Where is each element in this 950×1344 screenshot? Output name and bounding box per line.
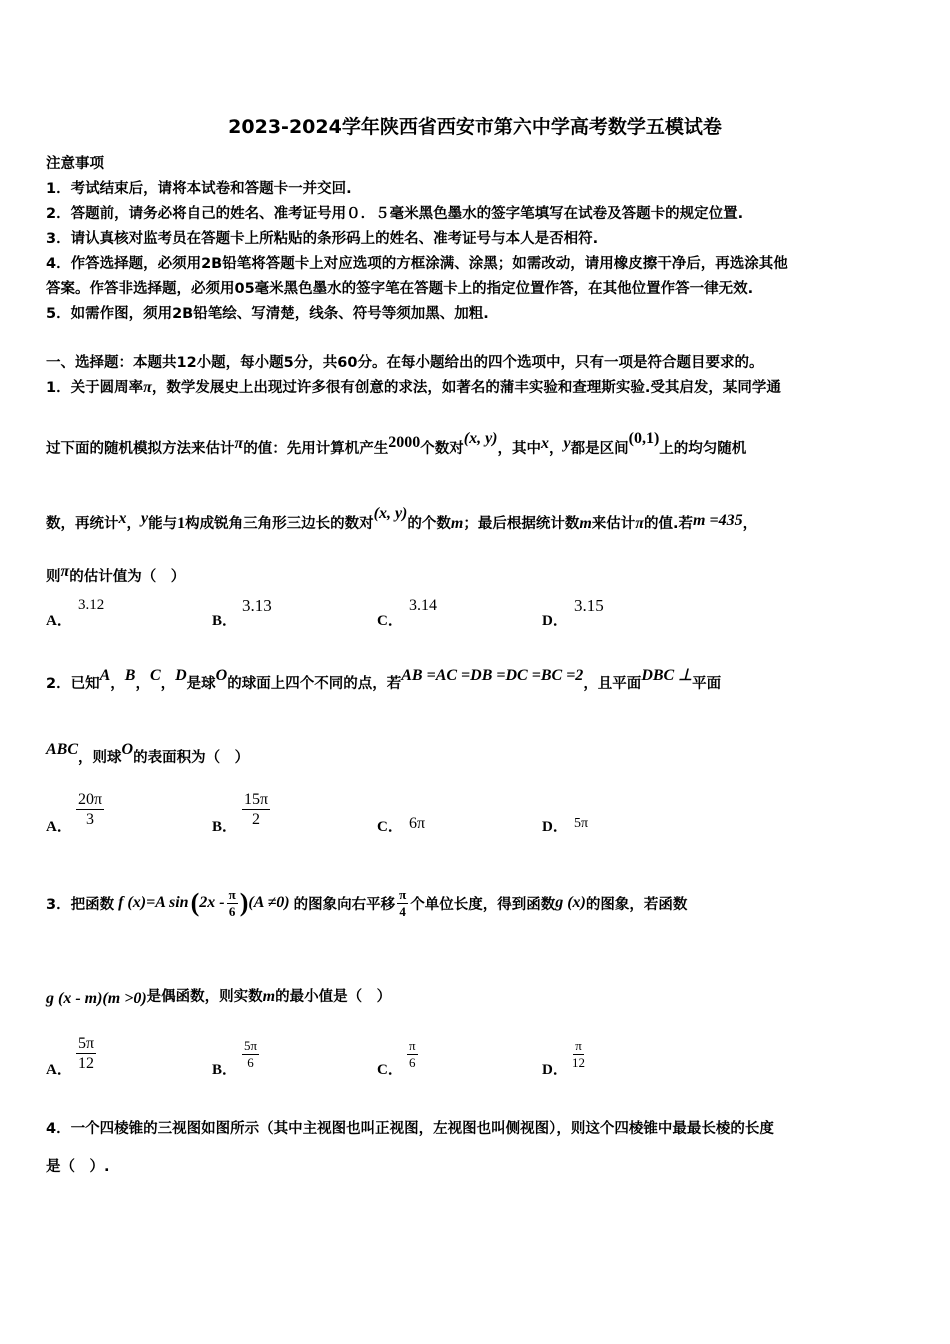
q2-option-b-label: B． xyxy=(212,819,238,835)
q2-option-a-label: A． xyxy=(46,819,72,835)
q3-option-a-label: A． xyxy=(46,1062,72,1078)
q1-option-d-value: 3.15 xyxy=(574,596,604,615)
notice-item: 3．请认真核对监考员在答题卡上所粘贴的条形码上的姓名、准考证号与本人是否相符. xyxy=(46,231,599,247)
q2-line1: 2．已知A，B，C，D是球O的球面上四个不同的点，若AB =AC =DB =DC =BC =2，且平面DBC ⊥平面 xyxy=(46,667,722,692)
q2-option-c-value: 6π xyxy=(409,815,426,832)
q2-option-d-label: D． xyxy=(542,819,568,835)
q3-option-d-fraction: $\frac{\pi}{12}$ xyxy=(572,1038,585,1070)
q1-option-a-label: A． xyxy=(46,613,72,629)
q4-line2: 是（ ）. xyxy=(46,1159,110,1175)
q3-line2: g (x - m)(m >0)是偶函数，则实数m的最小值是（ ） xyxy=(46,988,392,1007)
page-title: 2023-2024学年陕西省西安市第六中学高考数学五模试卷 xyxy=(228,116,722,138)
q3-line1: 3．把函数 f (x)=A sin ( 2x - $\frac{\pi}{6}$ ) (A ≠0) 的图象向右平移 $\frac{\pi}{4}$ 个单位长度，得到函数 g (x) 的图象，若函数 xyxy=(46,886,688,919)
q2-line2: ABC，则球O的表面积为（ ） xyxy=(46,741,250,766)
q1-line2: 过下面的随机模拟方法来估计π的值：先用计算机产生2000个数对(x, y)，其中x，y都是区间(0,1)上的均匀随机 xyxy=(46,430,747,457)
notice-item: 4．作答选择题，必须用2B铅笔将答题卡上对应选项的方框涂满、涂黑；如需改动，请用橡皮擦干净后，再选涂其他 xyxy=(46,256,788,272)
notice-item: 1．考试结束后，请将本试卷和答题卡一并交回. xyxy=(46,181,352,197)
notice-heading: 注意事项 xyxy=(46,156,104,172)
q1-option-b-label: B． xyxy=(212,613,238,629)
q2-option-a-fraction: $\frac{20\pi}{3}$ xyxy=(78,791,103,829)
q1-line3: 数，再统计x，y能与1构成锐角三角形三边长的数对(x, y)的个数m；最后根据统计数m来估计π的值.若m =435， xyxy=(46,505,758,532)
q2-option-c-label: C． xyxy=(377,819,403,835)
notice-item: 5．如需作图，须用2B铅笔绘、写清楚，线条、符号等须加黑、加粗. xyxy=(46,306,489,322)
q1-option-c-value: 3.14 xyxy=(409,597,437,614)
q3-option-c-fraction: $\frac{\pi}{6}$ xyxy=(409,1038,416,1070)
q1-option-b-value: 3.13 xyxy=(242,596,272,615)
section-heading: 一、选择题：本题共12小题，每小题5分，共60分。在每小题给出的四个选项中，只有一项是符合题目要求的。 xyxy=(46,355,764,371)
q1-option-a-value: 3.12 xyxy=(78,597,105,613)
q1-option-c-label: C． xyxy=(377,613,403,629)
q3-option-d-label: D． xyxy=(542,1062,568,1078)
q3-option-a-fraction: $\frac{5\pi}{12}$ xyxy=(78,1035,95,1073)
notice-item: 答案。作答非选择题，必须用05毫米黑色墨水的签字笔在答题卡上的指定位置作答，在其他位置作答一律无效. xyxy=(46,281,754,297)
q4-line1: 4．一个四棱锥的三视图如图所示（其中主视图也叫正视图，左视图也叫侧视图），则这个四棱锥中最最长棱的长度 xyxy=(46,1121,774,1137)
q3-option-b-label: B． xyxy=(212,1062,238,1078)
q3-option-b-fraction: $\frac{5\pi}{6}$ xyxy=(244,1038,258,1070)
q2-option-d-value: 5π xyxy=(574,816,589,831)
notice-item: 2．答题前，请务必将自己的姓名、准考证号用０．５毫米黑色墨水的签字笔填写在试卷及答题卡的规定位置. xyxy=(46,206,744,222)
q1-line4: 则π的估计值为（ ） xyxy=(46,563,186,585)
q1-line1: 1．关于圆周率π，数学发展史上出现过许多很有创意的求法，如著名的蒲丰实验和查理斯实验.受其启发，某同学通 xyxy=(46,379,781,396)
q3-option-c-label: C． xyxy=(377,1062,403,1078)
pi-symbol: π xyxy=(143,379,152,396)
q2-option-b-fraction: $\frac{15\pi}{2}$ xyxy=(244,791,269,829)
q1-option-d-label: D． xyxy=(542,613,568,629)
